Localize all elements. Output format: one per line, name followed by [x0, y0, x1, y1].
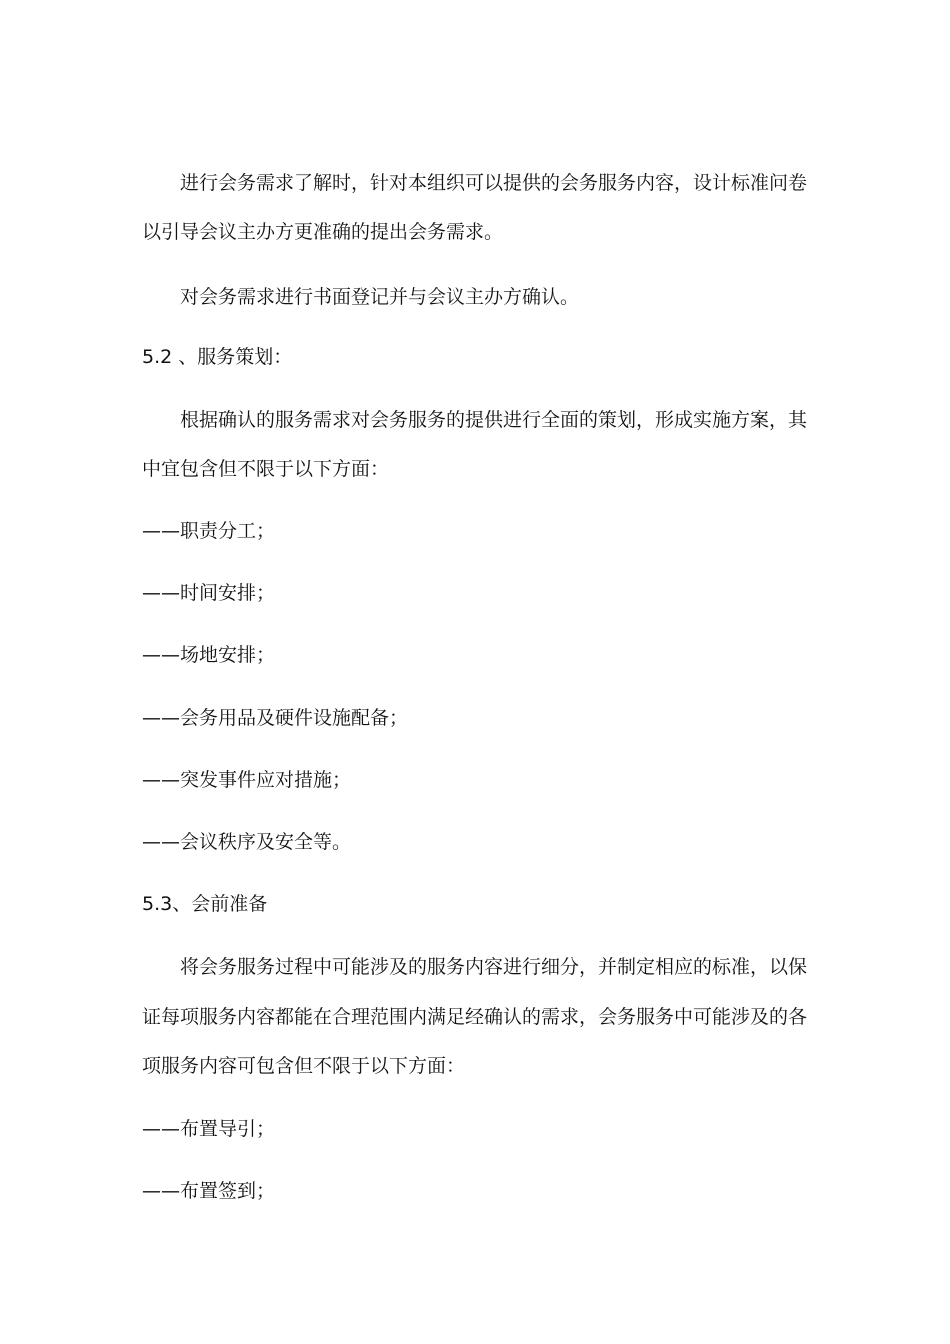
- list-item: ——场地安排；: [142, 644, 276, 666]
- paragraph-line: 对会务需求进行书面登记并与会议主办方确认。: [180, 286, 580, 308]
- paragraph-line: 进行会务需求了解时，针对本组织可以提供的会务服务内容，设计标准问卷: [180, 172, 808, 194]
- section-heading: 5.3、会前准备: [142, 893, 268, 915]
- list-item: ——会议秩序及安全等。: [142, 831, 352, 853]
- paragraph-line: 将会务服务过程中可能涉及的服务内容进行细分，并制定相应的标准，以保: [180, 956, 808, 978]
- list-item: ——时间安排；: [142, 582, 276, 604]
- list-item: ——会务用品及硬件设施配备；: [142, 707, 409, 729]
- section-heading: 5.2 、服务策划：: [142, 346, 293, 368]
- list-item: ——突发事件应对措施；: [142, 769, 352, 791]
- paragraph-line: 证每项服务内容都能在合理范围内满足经确认的需求，会务服务中可能涉及的各: [142, 1006, 808, 1028]
- paragraph-line: 根据确认的服务需求对会务服务的提供进行全面的策划，形成实施方案，其: [180, 409, 808, 431]
- list-item: ——布置导引；: [142, 1118, 276, 1140]
- list-item: ——布置签到；: [142, 1180, 276, 1202]
- paragraph-line: 项服务内容可包含但不限于以下方面：: [142, 1055, 466, 1077]
- paragraph-line: 中宜包含但不限于以下方面：: [142, 458, 390, 480]
- paragraph-line: 以引导会议主办方更准确的提出会务需求。: [142, 221, 504, 243]
- list-item: ——职责分工；: [142, 520, 276, 542]
